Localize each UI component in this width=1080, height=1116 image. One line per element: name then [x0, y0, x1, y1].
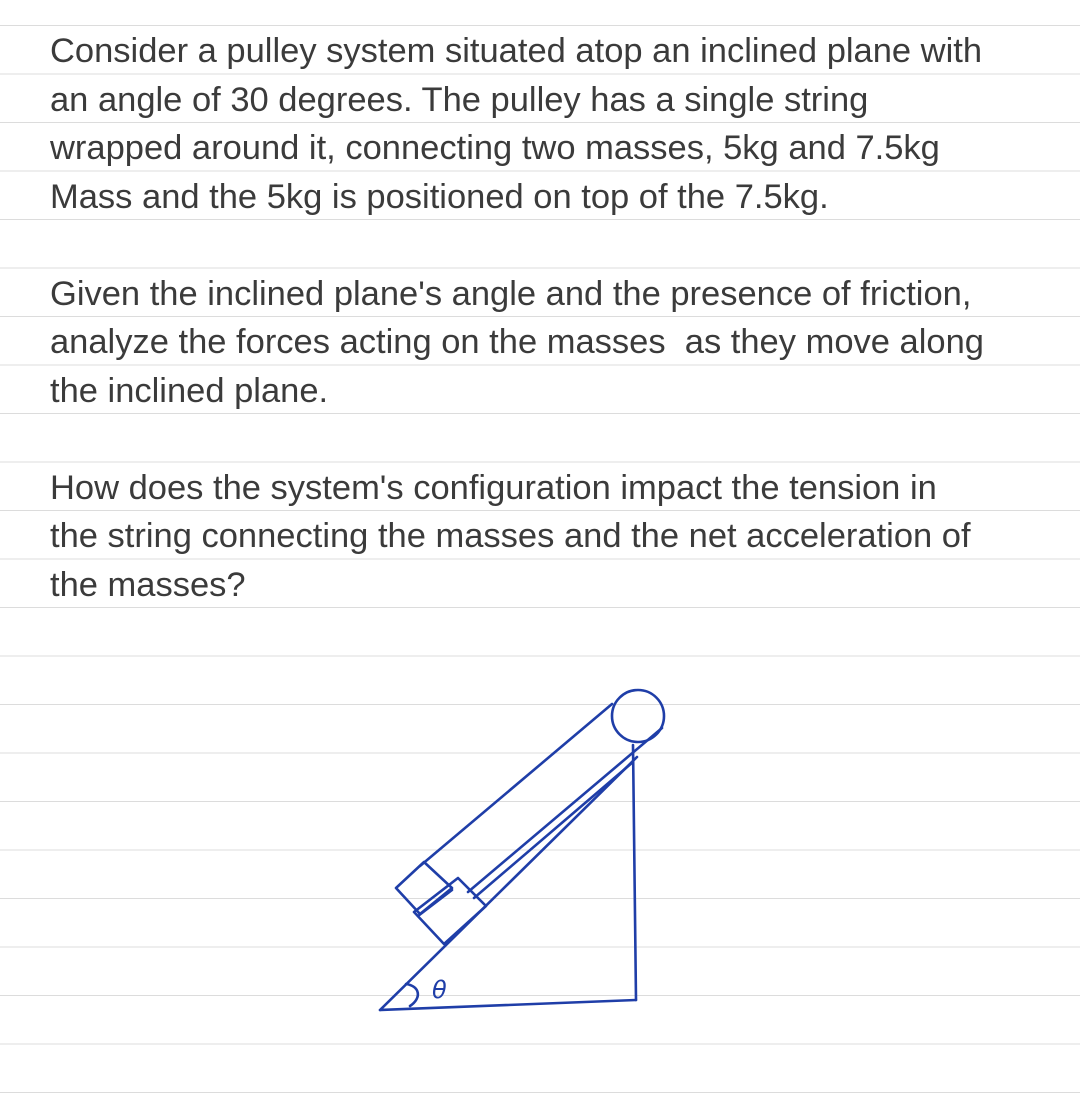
angle-label-theta: θ — [432, 976, 447, 1004]
angle-arc — [406, 984, 418, 1006]
ink-strokes — [380, 690, 664, 1010]
question-paragraph-forces: Given the inclined plane's angle and the presence of friction, analyze the forces acting on the masses as they move along the inclined plane. — [50, 274, 984, 410]
question-paragraph-tension: How does the system's configuration impact the tension in the string connecting the masses and the net acceleration of the masses? — [50, 468, 971, 604]
mass-contact-line — [418, 890, 452, 916]
pulley-incline-sketch — [370, 680, 680, 1025]
question-paragraph-setup: Consider a pulley system situated atop an inclined plane with an angle of 30 degrees. The pulley has a single string wrapped around it, connecting two masses, 5kg and 7.5kg Mass and the 5kg is positioned on top of the 7.5kg. — [50, 32, 983, 216]
question-text — [50, 27, 1050, 658]
incline-base — [380, 1000, 636, 1010]
string-inner-line — [474, 762, 633, 898]
string-upper-to-small-mass — [420, 704, 612, 866]
incline-vertical-side — [633, 745, 636, 1000]
incline-hypotenuse — [380, 757, 637, 1010]
